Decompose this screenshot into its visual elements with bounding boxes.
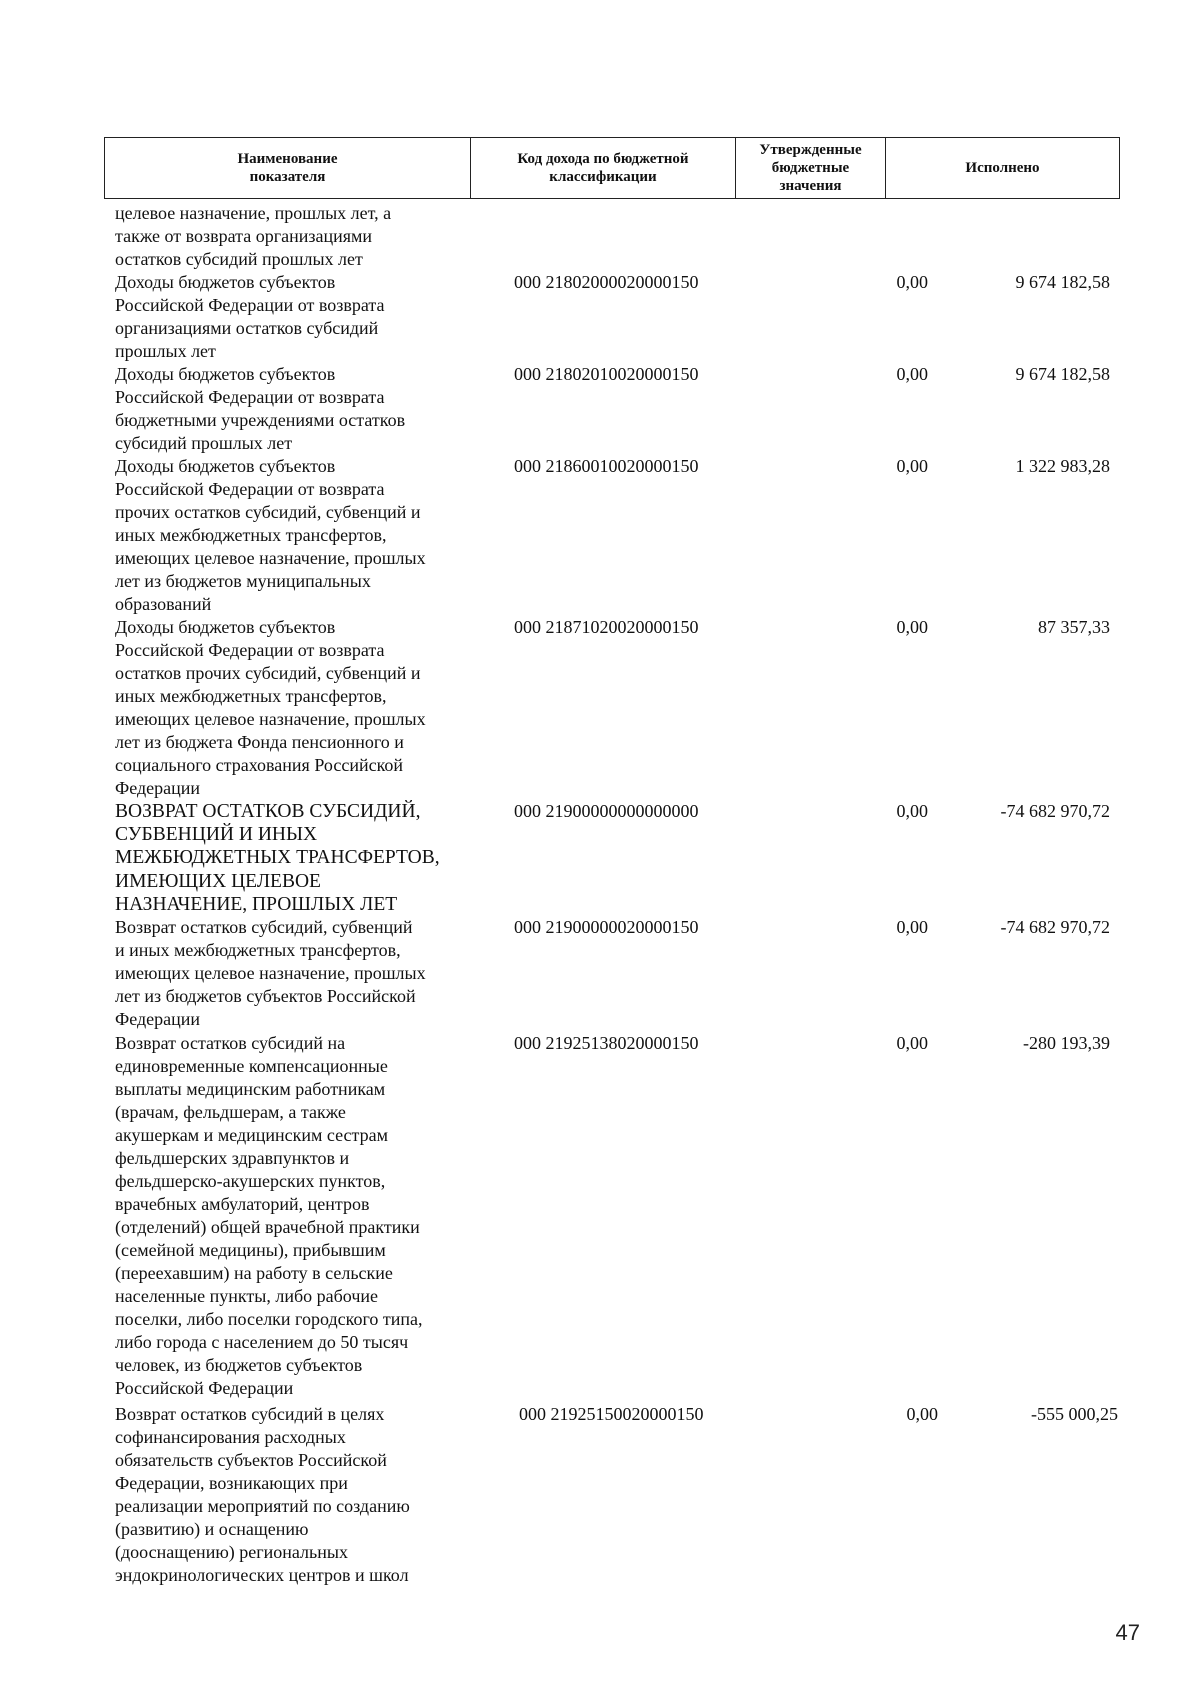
row-approved: 0,00 — [896, 801, 928, 821]
table-header — [104, 137, 1120, 199]
row-name: Возврат остатков субсидий в целях софинансирования расходных обязательств субъектов Российской Федерации, возникающих при реализации мероприятий по созданию (развитию) и оснащению (дооснащению) региональных эндокринологических центров и школ — [115, 1404, 410, 1585]
row-code: 000 21860010020000150 — [514, 456, 699, 476]
row-code: 000 21925150020000150 — [519, 1404, 704, 1424]
row-code: 000 21871020020000150 — [514, 617, 699, 637]
row-executed: 9 674 182,58 — [1015, 272, 1110, 292]
row-approved: 0,00 — [896, 917, 928, 937]
row-code: 000 21925138020000150 — [514, 1033, 699, 1053]
header-approved: Утвержденные бюджетные значения — [736, 138, 886, 198]
header-executed: Исполнено — [965, 160, 1040, 176]
page-number: 47 — [1115, 1620, 1140, 1645]
row-approved: 0,00 — [896, 456, 928, 476]
row-approved: 0,00 — [896, 364, 928, 384]
row-name: Доходы бюджетов субъектов Российской Федерации от возврата организациями остатков субсидий прошлых лет — [115, 272, 385, 361]
row-executed: 87 357,33 — [1038, 617, 1110, 637]
header-name: Наименование показателя — [105, 138, 471, 198]
row-name: ВОЗВРАТ ОСТАТКОВ СУБСИДИЙ, СУБВЕНЦИЙ И ИНЫХ МЕЖБЮДЖЕТНЫХ ТРАНСФЕРТОВ, ИМЕЮЩИХ ЦЕЛЕВОЕ НАЗНАЧЕНИЕ, ПРОШЛЫХ ЛЕТ — [115, 801, 440, 915]
row-executed: -74 682 970,72 — [1000, 801, 1110, 821]
row-code: 000 21802010020000150 — [514, 364, 699, 384]
row-code: 000 21900000020000150 — [514, 917, 699, 937]
header-code: Код дохода по бюджетной классификации — [471, 138, 736, 198]
row-code: 000 21900000000000000 — [514, 801, 699, 821]
row-code: 000 21802000020000150 — [514, 272, 699, 292]
row-name: Доходы бюджетов субъектов Российской Федерации от возврата прочих остатков субсидий, субвенций и иных межбюджетных трансфертов, имеющих целевое назначение, прошлых лет из бюджетов муниципальных образований — [115, 456, 426, 614]
row-executed: -74 682 970,72 — [1000, 917, 1110, 937]
row-name: Доходы бюджетов субъектов Российской Федерации от возврата остатков прочих субсидий, субвенций и иных межбюджетных трансфертов, имеющих целевое назначение, прошлых лет из бюджета Фонда пенсионного и социального страхования Российской Федерации — [115, 617, 426, 798]
row-name: целевое назначение, прошлых лет, а также от возврата организациями остатков субсидий прошлых лет — [115, 203, 392, 269]
row-executed: 1 322 983,28 — [1015, 456, 1110, 476]
row-name: Возврат остатков субсидий на единовременные компенсационные выплаты медицинским работникам (врачам, фельдшерам, а также акушеркам и медицинским сестрам фельдшерских здравпунктов и фельдшерско-акушерских пунктов, врачебных амбулаторий, центров (отделений) общей врачебной практики (семейной медицины), прибывшим (переехавшим) на работу в сельские населенные пункты, либо рабочие поселки, либо поселки городского типа, либо города с населением до 50 тысяч человек, из бюджетов субъектов Российской Федерации — [115, 1033, 423, 1398]
row-approved: 0,00 — [896, 617, 928, 637]
row-approved: 0,00 — [896, 272, 928, 292]
row-executed: 9 674 182,58 — [1015, 364, 1110, 384]
row-name: Возврат остатков субсидий, субвенций и иных межбюджетных трансфертов, имеющих целевое назначение, прошлых лет из бюджетов субъектов Российской Федерации — [115, 917, 426, 1029]
row-executed: -280 193,39 — [1023, 1033, 1110, 1053]
row-approved: 0,00 — [906, 1404, 938, 1424]
row-name: Доходы бюджетов субъектов Российской Федерации от возврата бюджетными учреждениями остатков субсидий прошлых лет — [115, 364, 406, 453]
row-executed: -555 000,25 — [1031, 1404, 1118, 1424]
row-approved: 0,00 — [896, 1033, 928, 1053]
